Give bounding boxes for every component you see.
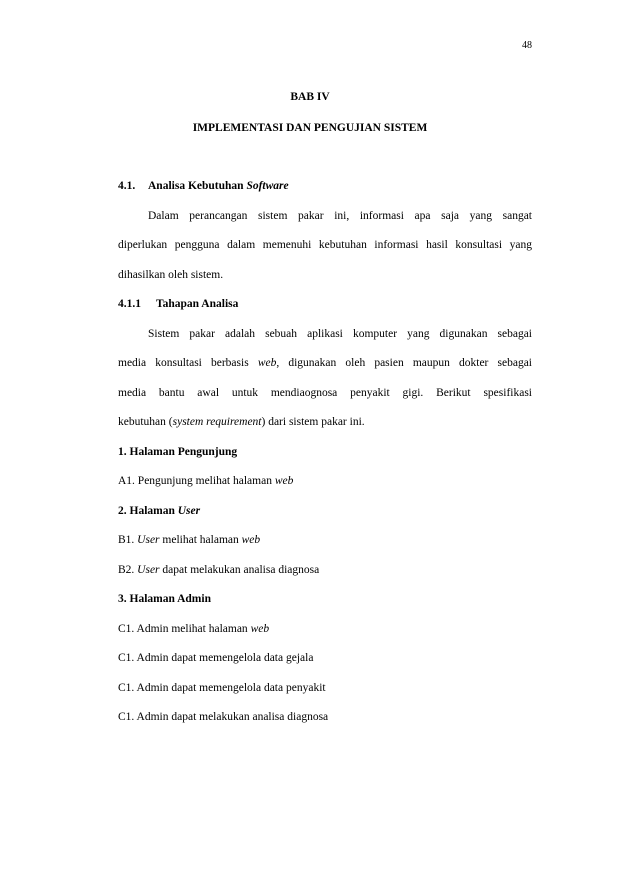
section-title-italic: Software (246, 180, 289, 192)
chapter-label: BAB IV (290, 91, 330, 103)
list-item-text: dapat melakukan analisa diagnosa (159, 563, 320, 576)
list-item-italic: User (137, 563, 160, 576)
list-item-text: C1. Admin dapat melakukan analisa diagnosa (118, 711, 329, 723)
list-item (118, 471, 532, 501)
paragraph-line: dihasilkan oleh sistem. (118, 268, 224, 281)
text-run-italic: system requirement (172, 416, 262, 428)
list-heading-italic: User (177, 504, 201, 517)
paragraph-line: diperlukan pengguna dalam memenuhi kebutuhan informasi hasil konsultasi yang (118, 239, 532, 251)
subsection-title: Tahapan Analisa (156, 298, 239, 310)
list-heading: 3. Halaman Admin (118, 593, 211, 605)
list-item-text: melihat halaman (159, 534, 242, 546)
text-run: , digunakan oleh pasien maupun dokter sebagai (276, 357, 532, 369)
list-item-italic: web (274, 475, 294, 487)
list-item-text: C1. Admin melihat halaman (118, 622, 251, 635)
list-item-text: A1. Pengunjung melihat halaman (118, 475, 275, 487)
list-item-text: C1. Admin dapat memengelola data penyakit (118, 681, 326, 694)
list-item-prefix: B1. (118, 534, 138, 546)
chapter-title: IMPLEMENTASI DAN PENGUJIAN SISTEM (192, 122, 428, 134)
text-run: kebutuhan ( (118, 416, 173, 428)
page-number: 48 (522, 40, 532, 51)
list-item-prefix: B2. (118, 563, 138, 576)
paragraph-line: media bantu awal untuk mendiaognosa penyakit gigi. Berikut spesifikasi (118, 386, 532, 399)
list-item (118, 530, 532, 560)
section-number: 4.1. (118, 180, 136, 192)
list-heading: 1. Halaman Pengunjung (118, 445, 238, 458)
text-run: ) dari sistem pakar ini. (261, 416, 365, 428)
list-item-text: C1. Admin dapat memengelola data gejala (118, 652, 314, 664)
paragraph-line: Dalam perancangan sistem pakar ini, informasi apa saja yang sangat (148, 209, 532, 222)
section-heading-4-1-1 (118, 294, 532, 324)
list-heading-text: 2. Halaman (118, 504, 178, 517)
section-title: Analisa Kebutuhan (148, 180, 244, 192)
section-heading-4-1 (118, 176, 532, 206)
paragraph-line: Sistem pakar adalah sebuah aplikasi komputer yang digunakan sebagai (148, 327, 532, 340)
document-body (118, 176, 532, 737)
list-item (118, 678, 532, 708)
list-heading (118, 501, 532, 531)
list-item-italic: User (137, 534, 160, 546)
subsection-number: 4.1.1 (118, 298, 141, 310)
paragraph-line (118, 353, 532, 383)
paragraph-line (118, 412, 532, 442)
text-run-italic: web (257, 357, 277, 369)
list-item-italic: web (241, 534, 261, 546)
list-item (118, 619, 532, 649)
text-run: media konsultasi berbasis (118, 357, 249, 369)
list-item (118, 707, 532, 737)
list-item (118, 560, 532, 590)
list-item (118, 648, 532, 678)
list-item-italic: web (250, 622, 270, 635)
